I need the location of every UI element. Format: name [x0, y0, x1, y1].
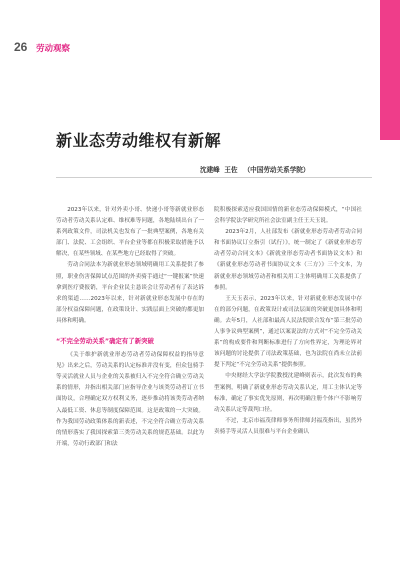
paragraph: 2023年以来，针对外卖小哥、快递小哥等新就业形态劳动者劳动关系认定难、维权难等问题，各地陆续出台了一系列政策文件，司法机关也发布了一批典型案例，各地有关部门、法院、工会组织、平台企业等都在积极采取措施予以解决，在某些领域、在某些地方已经取得了突破。 — [56, 207, 204, 258]
page-number: 26 — [14, 40, 28, 54]
section-tag: 劳动观察 — [36, 44, 71, 54]
page-edge-band — [380, 0, 400, 140]
article-title: 新业态劳动维权有新解 — [56, 131, 222, 150]
paragraph: 不过，北京市福茂律师事务所律师封福茂指出，虽然外卖骑手等灵活人员很难与平台企业确认 — [214, 417, 362, 435]
section-subheading: “不完全劳动关系”确定有了新突破 — [56, 337, 154, 346]
author-name: 王佐 — [224, 166, 238, 174]
paragraph: 王天玉表示，2023年以来，针对新就业形态发展中存在的部分问题，在政策设计或司法层面的突破更加具体和明确。去年5月，人社部和最高人民法院联合发布“第三批劳动人事争议典型案例”，通过以案说法的方式对“不完全劳动关系”的构成要件和判断标准进行了方向性界定，为理论界对该问题的讨论提供了司法政策基础，也为法院在尚未立法前提下判定“不完全劳动关系”提供参照。 — [214, 295, 362, 369]
paragraph: 《关于维护新就业形态劳动者劳动保障权益的指导意见》出来之后，劳动关系的认定标准并没有变，但众包骑手等灵活就业人员与企业的关系被归入不完全符合确立劳动关系的情形，并指出相关部门应指导企业与该类劳动者订立书面协议，合理确定双方权利义务，逐步推动将该类劳动者纳入最低工资、休息等制度保障范围。这是政策的一大突破。作为我国劳动政策体系的新表述，不完全符合确立劳动关系的情形落实了我国探索第三类劳动关系的规范基础。以此为开端，劳动行政部门和法 — [56, 352, 204, 447]
paragraph: 中央财经大学法学院教授沈建峰则表示，此次发布的典型案例，明确了新就业形态劳动关系认定，用工主体认定等标准，确定了事实优先原则，再次明确注册个体户不影响劳动关系认定等裁判口径。 — [214, 373, 362, 413]
paragraph: 2023年2月，人社部发布《新就业形态劳动者劳动合同和书面协议订立指引（试行）》，统一制定了《新就业形态劳动者劳动合同文本》《新就业形态劳动者书面协议文本》和《新就业形态劳动者书面协议文本（三方）》三个文本，为新就业形态领域劳动者和相关用工主体明确用工关系提供了参照。 — [214, 229, 362, 291]
author-name: 沈建峰 — [200, 166, 220, 174]
right-column — [214, 205, 362, 438]
paragraph: 院积极探索适应我国国情的新业态劳动保障模式，“中国社会科学院法学研究所社会法室副主任王天玉说。 — [214, 207, 362, 225]
byline — [200, 164, 372, 174]
title-divider — [56, 177, 372, 178]
paragraph: 劳动合同法本为新就业形态领域明确用工关系提供了参照，职业伤害保障试点范围的外卖骑手通过“一键报案”快速拿到医疗费报销，平台企业民主恳谈会让劳动者有了表达诉求的渠道……2023年以来，针对新就业形态发展中存在的部分权益保障问题，在政策设计、实践层面上突破的都更加具体和明确。 — [56, 262, 204, 324]
author-affiliation: （中国劳动关系学院） — [243, 166, 310, 174]
left-column — [56, 205, 204, 450]
